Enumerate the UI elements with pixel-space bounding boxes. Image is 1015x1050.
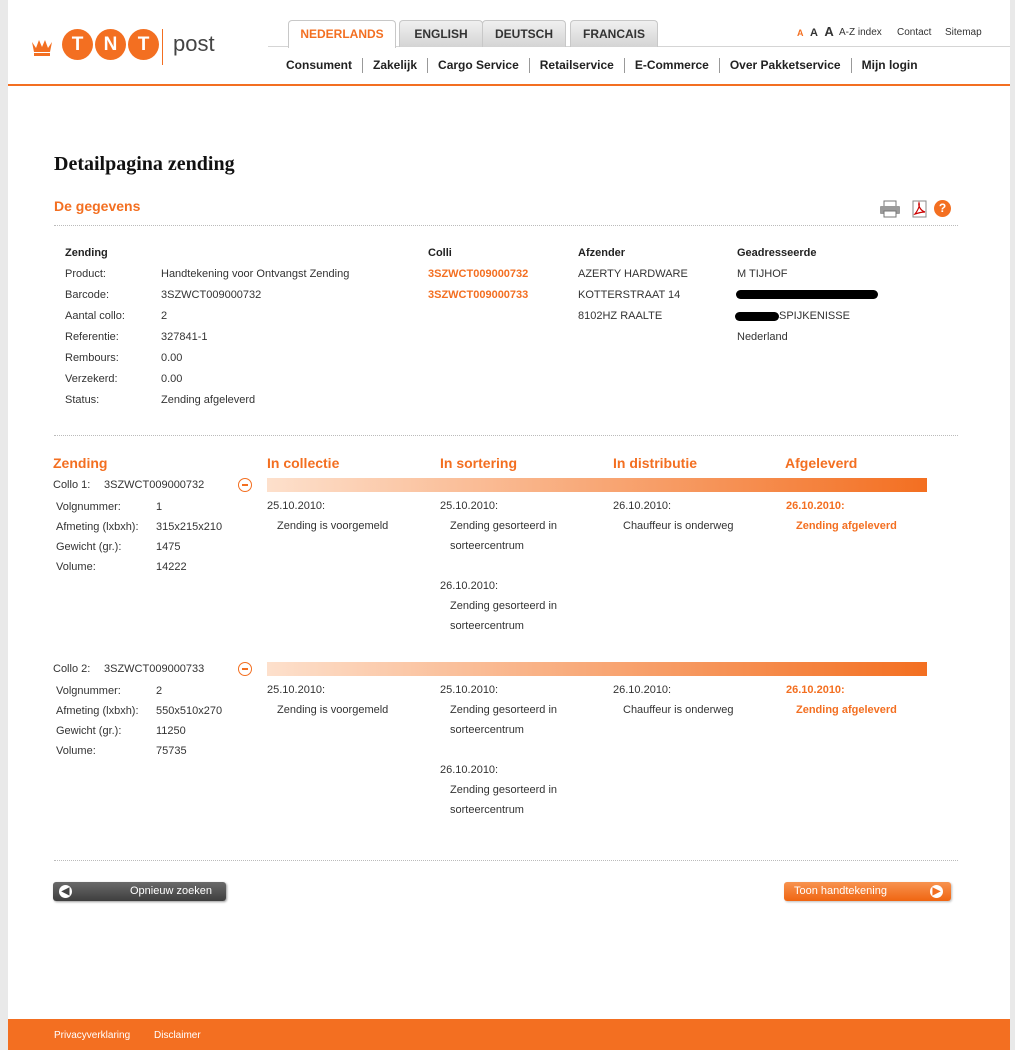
event-text: Chauffeur is onderweg <box>623 704 734 716</box>
progress-bar <box>267 662 927 676</box>
nav-consument[interactable]: Consument <box>286 58 352 72</box>
divider <box>54 860 958 861</box>
colli-link[interactable]: 3SZWCT009000732 <box>428 268 529 280</box>
logo-letter: T <box>62 29 93 60</box>
nav-cargo-service[interactable]: Cargo Service <box>427 58 529 73</box>
logo-divider <box>162 29 163 65</box>
event-date: 25.10.2010: <box>440 684 499 696</box>
collo-prop-value: 14222 <box>156 561 187 573</box>
detail-label: Verzekerd: <box>65 373 118 385</box>
collapse-icon[interactable] <box>238 662 252 676</box>
event-date: 25.10.2010: <box>267 684 326 696</box>
collo-prop-label: Volume: <box>56 745 96 757</box>
tnt-logo[interactable] <box>62 29 159 60</box>
event-date: 25.10.2010: <box>440 500 499 512</box>
logo-letter: T <box>128 29 159 60</box>
collo-prop-value: 1 <box>156 501 163 513</box>
tab-nederlands[interactable]: NEDERLANDS <box>288 20 396 48</box>
event-text: Zending gesorteerd in <box>450 600 558 612</box>
detail-label: Product: <box>65 268 106 280</box>
font-size-switcher <box>797 23 836 41</box>
zending-header: Zending <box>65 247 108 259</box>
detail-label: Referentie: <box>65 331 119 343</box>
event-date: 26.10.2010: <box>613 500 672 512</box>
contact-link[interactable]: Contact <box>897 27 932 38</box>
main-nav <box>276 58 928 73</box>
event-text: sorteercentrum <box>450 724 524 736</box>
delivered-date: 26.10.2010: <box>786 500 845 512</box>
event-date: 26.10.2010: <box>440 580 499 592</box>
detail-value: 3SZWCT009000732 <box>161 289 262 301</box>
detail-value: 0.00 <box>161 352 183 364</box>
search-again-label: Opnieuw zoeken <box>130 885 212 897</box>
delivered-text: Zending afgeleverd <box>796 704 897 716</box>
printer-icon[interactable] <box>879 200 901 218</box>
geadresseerde-header: Geadresseerde <box>737 247 817 259</box>
collo-prop-label: Volgnummer: <box>56 685 121 697</box>
colli-header: Colli <box>428 247 452 259</box>
collo-prop-label: Afmeting (lxbxh): <box>56 521 139 533</box>
collo-label: Collo 2: <box>53 663 91 675</box>
tab-english[interactable]: ENGLISH <box>399 20 483 47</box>
event-text: sorteercentrum <box>450 620 524 632</box>
event-text: Chauffeur is onderweg <box>623 520 734 532</box>
disclaimer-link[interactable]: Disclaimer <box>154 1030 201 1041</box>
privacy-link[interactable]: Privacyverklaring <box>54 1030 131 1041</box>
nav-e-commerce[interactable]: E-Commerce <box>624 58 719 73</box>
collo-prop-value: 315x215x210 <box>156 521 223 533</box>
header-underline <box>8 84 1010 86</box>
detail-label: Status: <box>65 394 100 406</box>
collo-label: Collo 1: <box>53 479 91 491</box>
event-text: sorteercentrum <box>450 804 524 816</box>
colli-link[interactable]: 3SZWCT009000733 <box>428 289 529 301</box>
collo-prop-label: Gewicht (gr.): <box>56 725 122 737</box>
afzender-line: AZERTY HARDWARE <box>578 268 688 280</box>
pdf-icon[interactable] <box>911 200 929 218</box>
collo-barcode: 3SZWCT009000733 <box>104 663 205 675</box>
nav-over-pakketservice[interactable]: Over Pakketservice <box>719 58 851 73</box>
logo-letter: N <box>95 29 126 60</box>
search-again-button[interactable] <box>53 882 226 901</box>
detail-label: Rembours: <box>65 352 119 364</box>
sitemap-link[interactable]: Sitemap <box>945 27 982 38</box>
footer <box>8 1019 1010 1050</box>
recipient-country: Nederland <box>737 331 788 343</box>
collo-prop-label: Volgnummer: <box>56 501 121 513</box>
collapse-icon[interactable] <box>238 478 252 492</box>
tab-francais[interactable]: FRANCAIS <box>570 20 658 47</box>
detail-value: Zending afgeleverd <box>161 394 256 406</box>
event-text: Zending is voorgemeld <box>277 520 389 532</box>
nav-retailservice[interactable]: Retailservice <box>529 58 624 73</box>
recipient-city: SPIJKENISSE <box>779 310 850 322</box>
event-text: Zending gesorteerd in <box>450 520 558 532</box>
redacted-postcode <box>735 312 779 321</box>
redacted-address <box>736 290 878 299</box>
font-large-button[interactable]: A <box>824 24 834 39</box>
detail-value: 2 <box>161 310 168 322</box>
arrow-right-icon: ▶ <box>930 885 943 898</box>
afzender-header: Afzender <box>578 247 626 259</box>
nav-zakelijk[interactable]: Zakelijk <box>362 58 427 73</box>
event-date: 25.10.2010: <box>267 500 326 512</box>
event-text: sorteercentrum <box>450 540 524 552</box>
step-afgeleverd: Afgeleverd <box>785 455 858 471</box>
help-icon[interactable]: ? <box>934 200 951 217</box>
detail-value: 0.00 <box>161 373 183 385</box>
arrow-left-icon: ◀ <box>59 885 72 898</box>
progress-bar <box>267 478 927 492</box>
collo-prop-label: Volume: <box>56 561 96 573</box>
collo-prop-label: Afmeting (lxbxh): <box>56 705 139 717</box>
divider <box>54 225 958 226</box>
detail-label: Aantal collo: <box>65 310 125 322</box>
step-in-collectie: In collectie <box>267 455 340 471</box>
crown-icon <box>30 34 54 56</box>
collo-prop-value: 1475 <box>156 541 181 553</box>
delivered-date: 26.10.2010: <box>786 684 845 696</box>
collo-prop-value: 550x510x270 <box>156 705 223 717</box>
afzender-line: KOTTERSTRAAT 14 <box>578 289 681 301</box>
page <box>8 0 1010 1050</box>
recipient-name: M TIJHOF <box>737 268 788 280</box>
collo-prop-value: 11250 <box>156 725 186 737</box>
collo-prop-label: Gewicht (gr.): <box>56 541 122 553</box>
section-title: De gegevens <box>54 198 141 214</box>
page-title: Detailpagina zending <box>54 153 235 175</box>
detail-label: Barcode: <box>65 289 110 301</box>
event-date: 26.10.2010: <box>440 764 499 776</box>
show-signature-label: Toon handtekening <box>794 885 887 897</box>
event-text: Zending gesorteerd in <box>450 704 558 716</box>
az-index-link[interactable]: A-Z index <box>839 27 882 38</box>
step-in-sortering: In sortering <box>440 455 518 471</box>
collo-prop-value: 75735 <box>156 745 187 757</box>
divider <box>54 435 958 436</box>
delivered-text: Zending afgeleverd <box>796 520 897 532</box>
afzender-line: 8102HZ RAALTE <box>578 310 663 322</box>
event-date: 26.10.2010: <box>613 684 672 696</box>
font-medium-button[interactable]: A <box>809 27 818 39</box>
collo-prop-value: 2 <box>156 685 163 697</box>
step-in-distributie: In distributie <box>613 455 697 471</box>
show-signature-button[interactable] <box>784 882 951 901</box>
tab-deutsch[interactable]: DEUTSCH <box>482 20 566 47</box>
logo-post-text: post <box>173 31 215 56</box>
tracking-heading: Zending <box>53 455 108 471</box>
event-text: Zending is voorgemeld <box>277 704 389 716</box>
nav-mijn-login[interactable]: Mijn login <box>851 58 928 73</box>
detail-value: 327841-1 <box>161 331 208 343</box>
font-small-button[interactable]: A <box>797 28 804 38</box>
event-text: Zending gesorteerd in <box>450 784 558 796</box>
detail-value: Handtekening voor Ontvangst Zending <box>161 268 350 280</box>
collo-barcode: 3SZWCT009000732 <box>104 479 205 491</box>
